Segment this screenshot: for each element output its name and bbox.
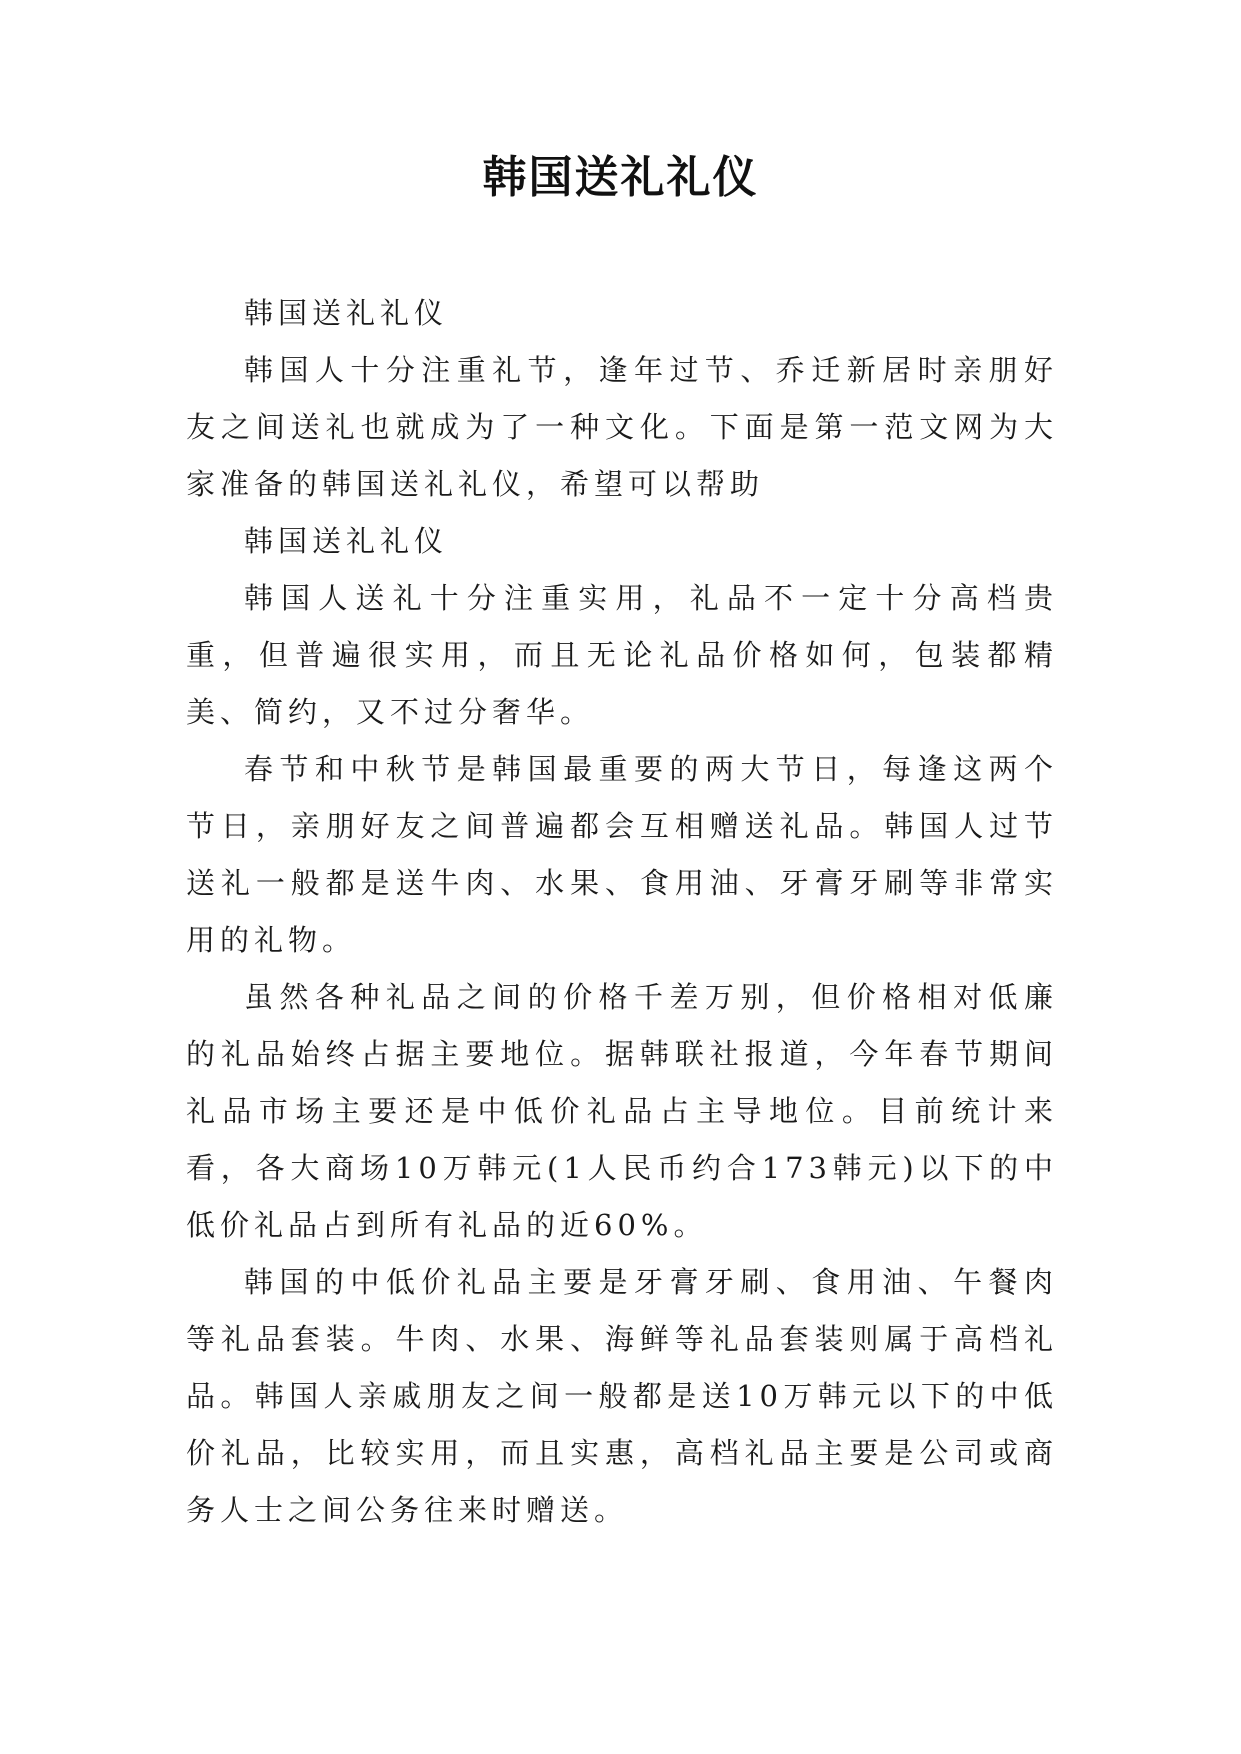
paragraph-practical-gifts: 韩国人送礼十分注重实用，礼品不一定十分高档贵重，但普遍很实用，而且无论礼品价格如何，包装都精美、简约，又不过分奢华。 <box>186 581 1058 729</box>
paragraph-gift-types: 韩国的中低价礼品主要是牙膏牙刷、食用油、午餐肉等礼品套装。牛肉、水果、海鲜等礼品套装则属于高档礼品。韩国人亲戚朋友之间一般都是送10万韩元以下的中低价礼品，比较实用，而且实惠，高档礼品主要是公司或商务人士之间公务往来时赠送。 <box>186 1265 1058 1527</box>
document-title: 韩国送礼礼仪 <box>482 152 759 203</box>
paragraph-price-range: 虽然各种礼品之间的价格千差万别，但价格相对低廉的礼品始终占据主要地位。据韩联社报道，今年春节期间礼品市场主要还是中低价礼品占主导地位。目前统计来看，各大商场10万韩元(1人民币约合173韩元)以下的中低价礼品占到所有礼品的近60%。 <box>186 980 1058 1242</box>
paragraph-heading: 韩国送礼礼仪 <box>244 524 449 558</box>
document-body <box>186 285 1058 1539</box>
paragraph-heading: 韩国送礼礼仪 <box>244 296 449 330</box>
paragraph-festivals: 春节和中秋节是韩国最重要的两大节日，每逢这两个节日，亲朋好友之间普遍都会互相赠送礼品。韩国人过节送礼一般都是送牛肉、水果、食用油、牙膏牙刷等非常实用的礼物。 <box>186 752 1058 957</box>
paragraph-intro: 韩国人十分注重礼节，逢年过节、乔迁新居时亲朋好友之间送礼也就成为了一种文化。下面是第一范文网为大家准备的韩国送礼礼仪，希望可以帮助 <box>186 353 1058 501</box>
